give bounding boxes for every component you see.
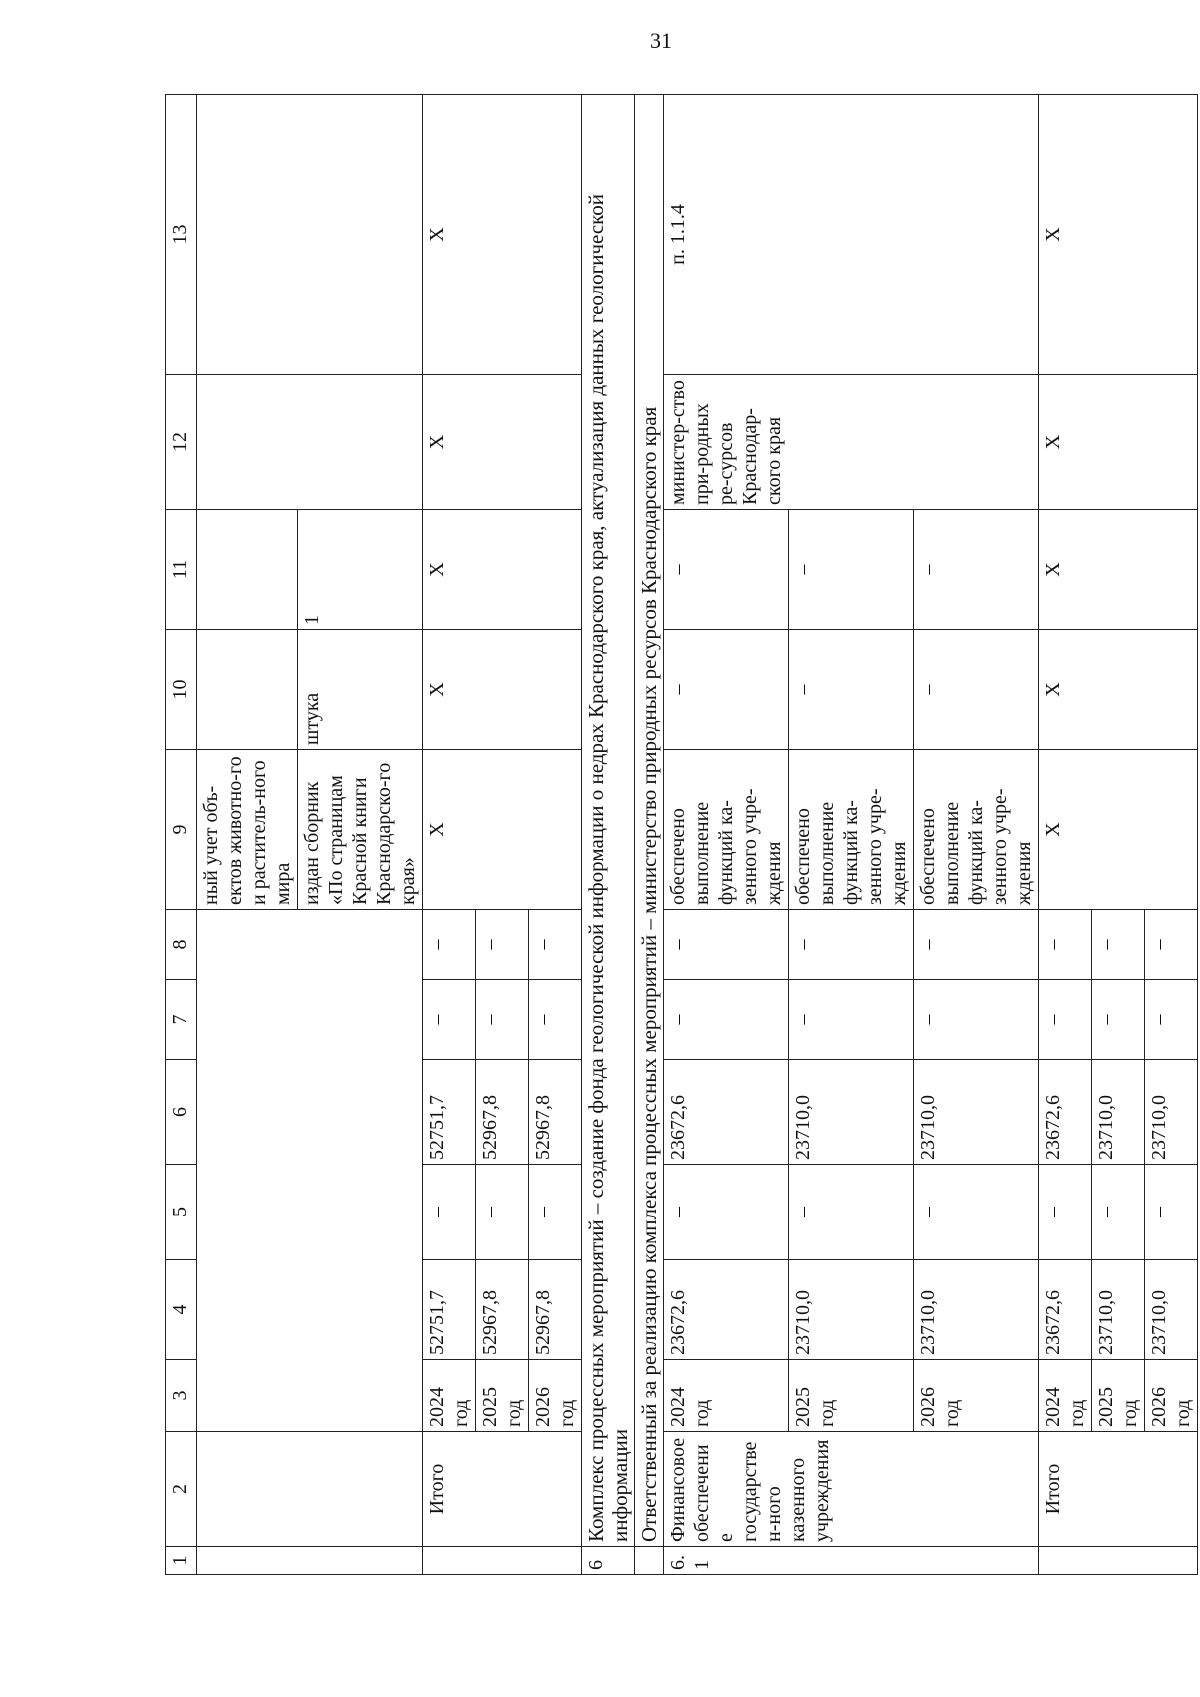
x-cell: Х: [1039, 95, 1198, 375]
cell: [197, 375, 423, 510]
value-cell: 23710,0: [914, 1060, 1039, 1165]
x-cell: Х: [423, 95, 582, 375]
value-cell: –: [476, 1165, 529, 1260]
cell: [197, 910, 423, 1432]
year-cell: 2025 год: [476, 1360, 529, 1432]
cell: [423, 1547, 582, 1575]
value-cell: –: [914, 630, 1039, 750]
year-cell: 2026 год: [914, 1360, 1039, 1432]
value-cell: 52967,8: [529, 1060, 582, 1165]
header-cell: 8: [166, 910, 197, 980]
value-cell: 52967,8: [529, 1260, 582, 1360]
value-cell: 52751,7: [423, 1060, 476, 1165]
value-cell: 23710,0: [1145, 1060, 1198, 1165]
value-cell: –: [664, 910, 789, 980]
unit-cell: штука: [298, 630, 423, 750]
cell: [197, 1547, 423, 1575]
year-cell: 2024 год: [1039, 1360, 1092, 1432]
total-row: [1039, 95, 1092, 1575]
value-cell: –: [789, 1165, 914, 1260]
value-cell: 23672,6: [664, 1060, 789, 1165]
value-cell: –: [789, 510, 914, 630]
result-cell: обеспечено выполнение функций ка-зенного учре-ждения: [789, 750, 914, 910]
header-cell: 2: [166, 1432, 197, 1547]
value-cell: –: [423, 1165, 476, 1260]
value-cell: 23710,0: [1092, 1260, 1145, 1360]
x-cell: Х: [1039, 375, 1198, 510]
total-label: Итого: [1039, 1432, 1198, 1547]
header-cell: 6: [166, 1060, 197, 1165]
header-row: [166, 95, 197, 1575]
x-cell: Х: [423, 510, 582, 630]
continuation-row: [197, 95, 298, 1575]
total-row: [423, 95, 476, 1575]
header-cell: 11: [166, 510, 197, 630]
value-cell: –: [476, 910, 529, 980]
page-number: 31: [650, 28, 672, 53]
total-label: Итого: [423, 1432, 582, 1547]
header-cell: 9: [166, 750, 197, 910]
section-title-row: [582, 95, 635, 1575]
value-cell: 23710,0: [1092, 1060, 1145, 1165]
program-table: [165, 94, 1198, 1575]
responsible-row: [635, 95, 664, 1575]
header-cell: 1: [166, 1547, 197, 1575]
year-cell: 2024 год: [664, 1360, 789, 1432]
header-cell: 3: [166, 1360, 197, 1432]
value-cell: 23710,0: [1145, 1260, 1198, 1360]
year-cell: 2026 год: [529, 1360, 582, 1432]
value-cell: –: [914, 510, 1039, 630]
item-row: [664, 95, 789, 1575]
value-cell: –: [914, 980, 1039, 1060]
value-cell: 1: [298, 510, 423, 630]
cell: [1039, 1547, 1198, 1575]
item-name: Финансовое обеспечение государствен-ного казенного учреждения: [664, 1432, 1039, 1547]
result-cell: издан сборник «По страницам Красной книги Краснодарско-го края»: [298, 750, 423, 910]
value-cell: –: [1039, 980, 1092, 1060]
x-cell: Х: [423, 630, 582, 750]
value-cell: –: [1145, 980, 1198, 1060]
responsible-cell: министер-ство при-родных ре-сурсов Краснодар-ского края: [664, 375, 1039, 510]
cell: [197, 1432, 423, 1547]
result-cell: ный учет объ-ектов животно-го и раститель-ного мира: [197, 750, 298, 910]
value-cell: 23672,6: [664, 1260, 789, 1360]
value-cell: –: [664, 1165, 789, 1260]
value-cell: –: [914, 910, 1039, 980]
value-cell: 23710,0: [789, 1060, 914, 1165]
value-cell: –: [423, 980, 476, 1060]
reference-cell: п. 1.1.4: [664, 95, 1039, 375]
value-cell: –: [1092, 980, 1145, 1060]
x-cell: Х: [1039, 630, 1198, 750]
cell: [197, 510, 298, 630]
value-cell: –: [1145, 910, 1198, 980]
section-number: 6: [582, 1547, 635, 1575]
year-cell: 2025 год: [789, 1360, 914, 1432]
x-cell: Х: [1039, 510, 1198, 630]
value-cell: –: [1092, 1165, 1145, 1260]
value-cell: 52967,8: [476, 1260, 529, 1360]
x-cell: Х: [423, 375, 582, 510]
value-cell: –: [1145, 1165, 1198, 1260]
value-cell: –: [1039, 910, 1092, 980]
value-cell: 52751,7: [423, 1260, 476, 1360]
value-cell: –: [789, 910, 914, 980]
header-cell: 12: [166, 375, 197, 510]
x-cell: Х: [1039, 750, 1198, 910]
value-cell: –: [789, 980, 914, 1060]
value-cell: –: [529, 1165, 582, 1260]
value-cell: –: [914, 1165, 1039, 1260]
value-cell: 23710,0: [914, 1260, 1039, 1360]
section-title: Комплекс процессных мероприятий – создание фонда геологической информации о недрах Краснодарского края, актуализация данных геологической информации: [582, 95, 635, 1547]
result-cell: обеспечено выполнение функций ка-зенного учре-ждения: [664, 750, 789, 910]
cell: [197, 630, 298, 750]
value-cell: –: [1039, 1165, 1092, 1260]
result-cell: обеспечено выполнение функций ка-зенного учре-ждения: [914, 750, 1039, 910]
value-cell: 23672,6: [1039, 1260, 1092, 1360]
value-cell: 23672,6: [1039, 1060, 1092, 1165]
value-cell: –: [664, 980, 789, 1060]
cell: [635, 1547, 664, 1575]
value-cell: 23710,0: [789, 1260, 914, 1360]
header-cell: 13: [166, 95, 197, 375]
responsible-text: Ответственный за реализацию комплекса процессных мероприятий – министерство природных ресурсов Краснодарского края: [635, 95, 664, 1547]
value-cell: –: [664, 510, 789, 630]
value-cell: –: [789, 630, 914, 750]
cell: [197, 95, 423, 375]
value-cell: –: [476, 980, 529, 1060]
year-cell: 2026 год: [1145, 1360, 1198, 1432]
value-cell: –: [529, 910, 582, 980]
value-cell: 52967,8: [476, 1060, 529, 1165]
year-cell: 2024 год: [423, 1360, 476, 1432]
header-cell: 10: [166, 630, 197, 750]
value-cell: –: [423, 910, 476, 980]
header-cell: 7: [166, 980, 197, 1060]
value-cell: –: [664, 630, 789, 750]
year-cell: 2025 год: [1092, 1360, 1145, 1432]
value-cell: –: [529, 980, 582, 1060]
x-cell: Х: [423, 750, 582, 910]
rotated-table-wrapper: [165, 95, 1194, 1575]
value-cell: –: [1092, 910, 1145, 980]
header-cell: 4: [166, 1260, 197, 1360]
item-number: 6.1: [664, 1547, 1039, 1575]
header-cell: 5: [166, 1165, 197, 1260]
